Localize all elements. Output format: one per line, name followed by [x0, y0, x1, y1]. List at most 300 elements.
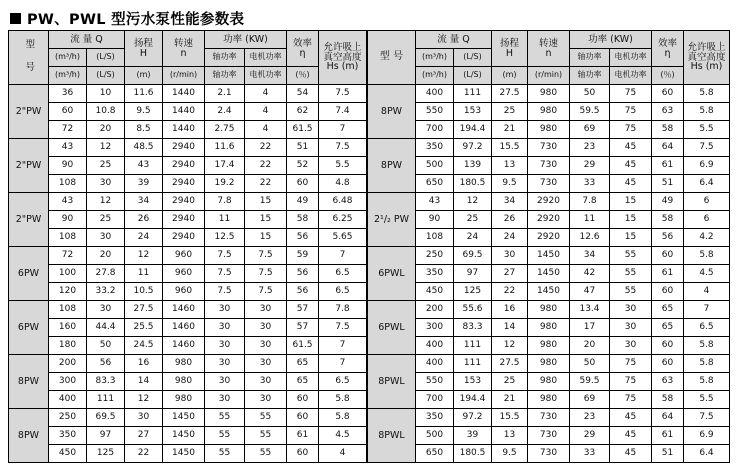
spec-table-right [367, 30, 730, 463]
table-row [9, 211, 367, 229]
cell-q-ls: 56 [87, 355, 125, 373]
cell-eff: 52 [287, 157, 319, 175]
model-cell: 8PW [368, 139, 416, 193]
cell-speed: 980 [528, 103, 570, 121]
cell-head: 24 [492, 229, 528, 247]
cell-eff: 60 [652, 337, 684, 355]
header-power-shaft: 轴功率 [205, 49, 245, 67]
cell-motor: 4 [245, 85, 287, 103]
cell-motor: 55 [245, 409, 287, 427]
cell-shaft: 11 [205, 211, 245, 229]
table-row [368, 229, 730, 247]
cell-q-ls: 10 [87, 85, 125, 103]
cell-q-m3h: 650 [416, 175, 454, 193]
cell-motor: 45 [610, 175, 652, 193]
cell-hs: 5.5 [319, 157, 367, 175]
table-row [368, 337, 730, 355]
cell-q-m3h: 400 [416, 355, 454, 373]
table-row [9, 319, 367, 337]
cell-hs: 6.25 [319, 211, 367, 229]
table-row [9, 301, 367, 319]
cell-hs: 6.9 [684, 157, 730, 175]
cell-q-ls: 139 [454, 157, 492, 175]
cell-speed: 980 [528, 301, 570, 319]
cell-hs: 6 [684, 211, 730, 229]
cell-eff: 58 [652, 391, 684, 409]
cell-shaft: 23 [570, 409, 610, 427]
cell-q-m3h: 72 [49, 247, 87, 265]
cell-eff: 60 [287, 391, 319, 409]
cell-head: 27 [492, 265, 528, 283]
cell-q-m3h: 400 [416, 337, 454, 355]
cell-motor: 30 [245, 319, 287, 337]
cell-head: 11 [125, 265, 163, 283]
cell-hs: 7.8 [319, 301, 367, 319]
cell-hs: 4.2 [684, 229, 730, 247]
cell-head: 25 [492, 103, 528, 121]
cell-head: 34 [125, 193, 163, 211]
table-row [9, 229, 367, 247]
cell-motor: 45 [610, 409, 652, 427]
cell-motor: 7.5 [245, 283, 287, 301]
cell-motor: 30 [245, 373, 287, 391]
cell-speed: 980 [163, 391, 205, 409]
cell-head: 22 [125, 445, 163, 463]
cell-speed: 1440 [163, 85, 205, 103]
model-cell: 8PW [9, 409, 49, 463]
table-row [9, 157, 367, 175]
cell-shaft: 13.4 [570, 301, 610, 319]
cell-q-ls: 24 [454, 229, 492, 247]
cell-shaft: 69 [570, 391, 610, 409]
cell-shaft: 33 [570, 175, 610, 193]
model-cell: 8PW [368, 85, 416, 139]
cell-q-m3h: 500 [416, 157, 454, 175]
cell-hs: 5.8 [684, 85, 730, 103]
cell-head: 26 [125, 211, 163, 229]
cell-motor: 7.5 [245, 247, 287, 265]
cell-q-ls: 111 [454, 337, 492, 355]
cell-eff: 61 [652, 265, 684, 283]
cell-eff: 65 [287, 355, 319, 373]
cell-head: 27.5 [125, 301, 163, 319]
cell-motor: 75 [610, 373, 652, 391]
header-unit-shaft: 轴功率 [205, 67, 245, 85]
header-power-motor: 电机功率 [245, 49, 287, 67]
cell-head: 22 [492, 283, 528, 301]
cell-q-m3h: 90 [49, 211, 87, 229]
cell-speed: 1440 [163, 103, 205, 121]
cell-motor: 75 [610, 355, 652, 373]
cell-speed: 2920 [528, 211, 570, 229]
cell-hs: 7.5 [684, 409, 730, 427]
header-efficiency: 效率 η [287, 31, 319, 67]
cell-speed: 1460 [163, 319, 205, 337]
cell-head: 14 [492, 319, 528, 337]
cell-q-m3h: 108 [49, 229, 87, 247]
cell-hs: 6.9 [684, 427, 730, 445]
header-unit-shaft-right: 轴功率 [570, 67, 610, 85]
cell-head: 34 [492, 193, 528, 211]
cell-head: 15.5 [492, 409, 528, 427]
cell-shaft: 30 [205, 301, 245, 319]
cell-motor: 15 [245, 229, 287, 247]
cell-q-m3h: 450 [416, 283, 454, 301]
cell-speed: 2940 [163, 157, 205, 175]
header-flow-m3h-right: (m³/h) [416, 49, 454, 67]
cell-q-m3h: 550 [416, 373, 454, 391]
cell-shaft: 59.5 [570, 103, 610, 121]
cell-eff: 61.5 [287, 337, 319, 355]
cell-eff: 49 [287, 193, 319, 211]
cell-q-ls: 25 [87, 157, 125, 175]
cell-q-ls: 97 [454, 265, 492, 283]
cell-shaft: 30 [205, 373, 245, 391]
header-flow: 流 量 Q [49, 31, 125, 49]
cell-q-m3h: 350 [49, 427, 87, 445]
cell-eff: 54 [287, 85, 319, 103]
cell-q-ls: 111 [454, 355, 492, 373]
cell-q-ls: 30 [87, 301, 125, 319]
cell-q-ls: 55.6 [454, 301, 492, 319]
cell-eff: 49 [652, 193, 684, 211]
cell-q-m3h: 180 [49, 337, 87, 355]
cell-head: 16 [492, 301, 528, 319]
title-bullet-icon [10, 13, 21, 24]
cell-speed: 1450 [528, 247, 570, 265]
cell-eff: 58 [652, 121, 684, 139]
cell-hs: 4.8 [319, 175, 367, 193]
cell-eff: 65 [652, 301, 684, 319]
cell-shaft: 29 [570, 157, 610, 175]
cell-speed: 730 [528, 445, 570, 463]
table-header-row-3-right [368, 67, 730, 85]
cell-eff: 60 [287, 445, 319, 463]
header-unit-ls: (L/S) [87, 67, 125, 85]
table-row [368, 157, 730, 175]
cell-hs: 5.65 [319, 229, 367, 247]
cell-shaft: 7.5 [205, 247, 245, 265]
header-head: 扬程 H [125, 31, 163, 67]
table-row [368, 247, 730, 265]
cell-speed: 730 [528, 139, 570, 157]
cell-q-ls: 153 [454, 103, 492, 121]
cell-q-ls: 39 [454, 427, 492, 445]
cell-eff: 51 [652, 445, 684, 463]
model-cell: 8PWL [368, 355, 416, 409]
cell-shaft: 33 [570, 445, 610, 463]
cell-shaft: 55 [205, 427, 245, 445]
cell-eff: 57 [287, 319, 319, 337]
cell-eff: 63 [652, 103, 684, 121]
header-power: 功率 (KW) [205, 31, 287, 49]
cell-shaft: 59.5 [570, 373, 610, 391]
cell-hs: 6.5 [319, 373, 367, 391]
cell-motor: 75 [610, 103, 652, 121]
cell-speed: 980 [528, 85, 570, 103]
cell-motor: 15 [610, 211, 652, 229]
header-unit-m3h: (m³/h) [49, 67, 87, 85]
cell-motor: 30 [245, 337, 287, 355]
cell-head: 26 [492, 211, 528, 229]
cell-q-ls: 69.5 [87, 409, 125, 427]
cell-q-m3h: 100 [49, 265, 87, 283]
table-row [368, 265, 730, 283]
cell-q-ls: 125 [454, 283, 492, 301]
model-cell: 6PW [9, 247, 49, 301]
cell-hs: 5.8 [684, 337, 730, 355]
cell-q-ls: 25 [454, 211, 492, 229]
header-head-right: 扬程 H [492, 31, 528, 67]
cell-q-m3h: 700 [416, 121, 454, 139]
header-model-right: 型 号 [368, 31, 416, 85]
table-row [368, 427, 730, 445]
cell-q-m3h: 43 [49, 193, 87, 211]
cell-speed: 1460 [163, 337, 205, 355]
cell-hs: 5.5 [684, 391, 730, 409]
header-unit-head-right: (m) [492, 67, 528, 85]
cell-shaft: 20 [570, 337, 610, 355]
cell-q-m3h: 500 [416, 427, 454, 445]
cell-speed: 980 [163, 355, 205, 373]
cell-hs: 4 [684, 283, 730, 301]
cell-hs: 5.8 [684, 247, 730, 265]
cell-q-m3h: 350 [416, 139, 454, 157]
cell-q-ls: 20 [87, 247, 125, 265]
cell-hs: 4.5 [684, 265, 730, 283]
cell-head: 30 [492, 247, 528, 265]
cell-head: 43 [125, 157, 163, 175]
cell-speed: 980 [163, 373, 205, 391]
cell-q-m3h: 700 [416, 391, 454, 409]
cell-hs: 7 [319, 121, 367, 139]
cell-q-m3h: 90 [416, 211, 454, 229]
cell-shaft: 23 [570, 139, 610, 157]
cell-motor: 22 [245, 139, 287, 157]
cell-head: 10.5 [125, 283, 163, 301]
header-suction: 允许吸上 真空高度 Hs (m) [319, 31, 367, 85]
cell-q-m3h: 200 [49, 355, 87, 373]
model-cell: 2¹/₂ PW [368, 193, 416, 247]
cell-shaft: 7.5 [205, 283, 245, 301]
cell-hs: 5.8 [684, 373, 730, 391]
cell-shaft: 42 [570, 265, 610, 283]
cell-head: 21 [492, 391, 528, 409]
model-cell: 2"PW [9, 139, 49, 193]
table-row [368, 391, 730, 409]
table-row [368, 211, 730, 229]
cell-head: 25.5 [125, 319, 163, 337]
cell-shaft: 50 [570, 355, 610, 373]
cell-eff: 58 [652, 211, 684, 229]
page-title: PW、PWL 型污水泵性能参数表 [27, 11, 245, 28]
cell-shaft: 12.5 [205, 229, 245, 247]
cell-speed: 960 [163, 247, 205, 265]
cell-head: 14 [125, 373, 163, 391]
cell-hs: 6.5 [319, 283, 367, 301]
header-model: 型 号 [9, 31, 49, 85]
cell-q-m3h: 200 [416, 301, 454, 319]
cell-q-m3h: 43 [416, 193, 454, 211]
cell-eff: 56 [287, 229, 319, 247]
cell-hs: 4 [319, 445, 367, 463]
cell-hs: 7.5 [684, 139, 730, 157]
header-unit-head: (m) [125, 67, 163, 85]
cell-shaft: 50 [570, 85, 610, 103]
cell-motor: 22 [245, 175, 287, 193]
cell-shaft: 30 [205, 319, 245, 337]
cell-head: 25 [492, 373, 528, 391]
cell-motor: 45 [610, 157, 652, 175]
cell-hs: 6.4 [684, 175, 730, 193]
cell-head: 15.5 [492, 139, 528, 157]
table-header-row-1-right [368, 31, 730, 49]
table-row [368, 175, 730, 193]
cell-q-ls: 10.8 [87, 103, 125, 121]
cell-q-m3h: 250 [416, 247, 454, 265]
cell-motor: 55 [610, 247, 652, 265]
header-unit-eff-right: (％) [652, 67, 684, 85]
cell-motor: 4 [245, 121, 287, 139]
cell-eff: 57 [287, 301, 319, 319]
cell-speed: 960 [163, 283, 205, 301]
cell-head: 16 [125, 355, 163, 373]
cell-q-m3h: 108 [416, 229, 454, 247]
cell-head: 13 [492, 427, 528, 445]
cell-hs: 6.4 [684, 445, 730, 463]
cell-q-ls: 12 [454, 193, 492, 211]
cell-hs: 7 [319, 355, 367, 373]
cell-eff: 61 [652, 427, 684, 445]
cell-head: 12 [492, 337, 528, 355]
cell-head: 12 [125, 247, 163, 265]
header-unit-speed: (r/min) [163, 67, 205, 85]
cell-hs: 5.8 [684, 103, 730, 121]
cell-eff: 60 [652, 355, 684, 373]
cell-shaft: 11 [570, 211, 610, 229]
cell-eff: 58 [287, 211, 319, 229]
cell-eff: 56 [652, 229, 684, 247]
cell-hs: 6 [684, 193, 730, 211]
header-flow-ls: (L/S) [87, 49, 125, 67]
cell-motor: 15 [610, 193, 652, 211]
cell-q-m3h: 450 [49, 445, 87, 463]
spec-table-left [8, 30, 367, 463]
cell-eff: 65 [652, 319, 684, 337]
cell-speed: 1450 [163, 409, 205, 427]
cell-motor: 30 [245, 301, 287, 319]
cell-q-m3h: 250 [49, 409, 87, 427]
cell-shaft: 34 [570, 247, 610, 265]
cell-eff: 61.5 [287, 121, 319, 139]
table-row [9, 247, 367, 265]
cell-hs: 5.5 [684, 121, 730, 139]
cell-q-ls: 69.5 [454, 247, 492, 265]
cell-eff: 60 [652, 283, 684, 301]
cell-q-m3h: 160 [49, 319, 87, 337]
cell-head: 27.5 [492, 355, 528, 373]
cell-q-ls: 97.2 [454, 139, 492, 157]
cell-motor: 15 [610, 229, 652, 247]
cell-hs: 6.5 [319, 265, 367, 283]
table-row [9, 427, 367, 445]
table-row [9, 355, 367, 373]
cell-q-m3h: 108 [49, 301, 87, 319]
table-row [9, 445, 367, 463]
header-unit-motor-right: 电机功率 [610, 67, 652, 85]
cell-motor: 15 [245, 211, 287, 229]
cell-head: 13 [492, 157, 528, 175]
table-row [368, 193, 730, 211]
cell-speed: 1440 [163, 121, 205, 139]
cell-speed: 730 [528, 175, 570, 193]
cell-shaft: 2.4 [205, 103, 245, 121]
cell-motor: 7.5 [245, 265, 287, 283]
cell-eff: 51 [652, 175, 684, 193]
table-row [368, 409, 730, 427]
header-unit-m3h-right: (m³/h) [416, 67, 454, 85]
cell-eff: 64 [652, 409, 684, 427]
cell-shaft: 17.4 [205, 157, 245, 175]
model-cell: 8PW [9, 355, 49, 409]
header-unit-motor: 电机功率 [245, 67, 287, 85]
cell-q-ls: 194.4 [454, 121, 492, 139]
cell-eff: 64 [652, 139, 684, 157]
cell-speed: 980 [528, 373, 570, 391]
cell-speed: 2920 [528, 229, 570, 247]
table-row [368, 103, 730, 121]
cell-eff: 51 [287, 139, 319, 157]
header-speed: 转速 n [163, 31, 205, 67]
cell-q-ls: 27.8 [87, 265, 125, 283]
table-row [368, 445, 730, 463]
header-unit-speed-right: (r/min) [528, 67, 570, 85]
cell-hs: 7 [319, 247, 367, 265]
cell-speed: 2940 [163, 193, 205, 211]
cell-speed: 960 [163, 265, 205, 283]
cell-hs: 7.4 [319, 103, 367, 121]
cell-shaft: 11.6 [205, 139, 245, 157]
cell-speed: 2940 [163, 175, 205, 193]
cell-head: 9.5 [492, 445, 528, 463]
cell-q-m3h: 72 [49, 121, 87, 139]
cell-shaft: 55 [205, 445, 245, 463]
header-unit-ls-right: (L/S) [454, 67, 492, 85]
cell-q-ls: 20 [87, 121, 125, 139]
cell-speed: 2940 [163, 139, 205, 157]
header-flow-ls-right: (L/S) [454, 49, 492, 67]
cell-q-ls: 33.2 [87, 283, 125, 301]
left-table-body [9, 85, 367, 463]
header-power-right: 功率 (KW) [570, 31, 652, 49]
cell-motor: 75 [610, 391, 652, 409]
cell-speed: 980 [528, 355, 570, 373]
right-table-body [368, 85, 730, 463]
cell-q-ls: 12 [87, 139, 125, 157]
cell-shaft: 2.75 [205, 121, 245, 139]
table-row [9, 139, 367, 157]
table-row [9, 373, 367, 391]
cell-q-ls: 97 [87, 427, 125, 445]
cell-shaft: 55 [205, 409, 245, 427]
cell-eff: 56 [287, 265, 319, 283]
cell-hs: 6.48 [319, 193, 367, 211]
table-row [368, 373, 730, 391]
cell-speed: 980 [528, 391, 570, 409]
table-row [9, 175, 367, 193]
cell-eff: 60 [287, 175, 319, 193]
table-row [9, 337, 367, 355]
